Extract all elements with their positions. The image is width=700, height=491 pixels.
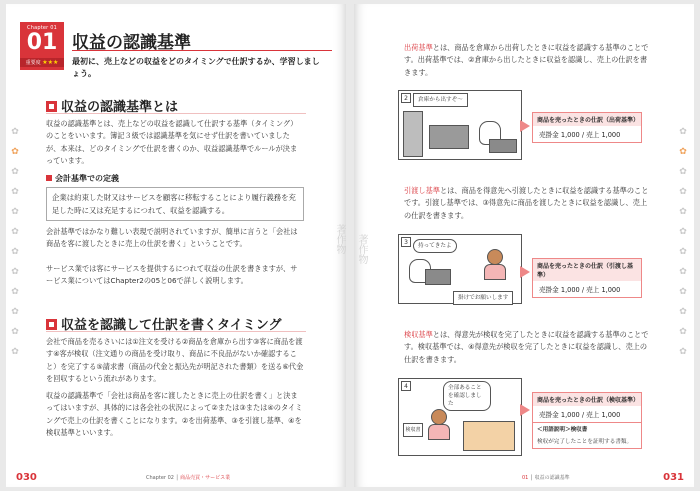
arrow-icon xyxy=(520,266,530,278)
section-divider xyxy=(46,113,306,114)
subheading-text: 会計基準での定義 xyxy=(55,174,119,183)
paragraph-2: 会計基準ではかなり難しい表現で説明されていますが、簡単に言うと「会社は商品を客に渡したときに売上の仕訳を書く」ということです。 xyxy=(46,227,298,249)
paw-icon: ✿ xyxy=(11,227,19,237)
paw-icon: ✿ xyxy=(679,347,687,357)
comic-panel-4 xyxy=(398,378,522,456)
paragraph-1: 収益の認識基準とは、売上などの収益を認識して仕訳する基準（タイミング）のことをいいます。簿記３級では認識基準を気にせず仕訳を書いていましたが、本来は、どのタイミングで仕訳を書くのか、収益認識基準でルールが決まっています。 xyxy=(46,119,298,165)
page-number: 031 xyxy=(663,472,684,483)
customer-head xyxy=(431,409,447,425)
caption-bubble: 掛けでお願いします xyxy=(453,291,513,305)
paw-icon: ✿ xyxy=(11,287,19,297)
page-number: 030 xyxy=(16,472,37,483)
paw-icon: ✿ xyxy=(11,347,19,357)
footer: Chapter 02 │ 商品売買・サービス業 xyxy=(146,475,231,481)
comic-panel-3 xyxy=(398,234,522,304)
warehouse-door-illustration xyxy=(403,111,423,157)
definition-box: 企業は約束した財又はサービスを顧客に移転することにより履行義務を充足した時に又は充足するにつれて、収益を認識する。 xyxy=(46,187,304,221)
footer-number: 01 xyxy=(522,475,529,481)
inspection-document-illustration xyxy=(403,423,423,437)
paw-icon: ✿ xyxy=(11,147,19,157)
shipping-basis-description: とは、商品を倉庫から出荷したときに収益を認識する基準のことです。出荷基準では、②倉庫から出したときに収益を認識し、売上の仕訳を書きます。 xyxy=(404,43,649,77)
paw-icon: ✿ xyxy=(679,167,687,177)
section-heading-text: 収益を認識して仕訳を書くタイミング xyxy=(61,318,282,333)
paw-icon: ✿ xyxy=(11,187,19,197)
journal-box-shipping xyxy=(532,112,642,143)
importance xyxy=(20,58,64,67)
section-divider xyxy=(46,331,306,332)
speech-bubble: 持ってきたよ xyxy=(413,239,457,253)
arrow-icon xyxy=(520,404,530,416)
left-page xyxy=(6,4,346,487)
importance-label: 重要度 xyxy=(25,60,41,66)
glossary-note xyxy=(532,422,642,449)
journal-entry: 売掛金 1,000 / 売上 1,000 xyxy=(539,131,621,139)
inspection-doc-label: 検収書 xyxy=(405,427,421,433)
paw-icon: ✿ xyxy=(11,127,19,137)
term-delivery-basis: 引渡し基準 xyxy=(404,186,440,195)
journal-box-inspection xyxy=(532,392,642,423)
panel-number: 3 xyxy=(401,237,411,247)
chapter-number: 01 xyxy=(26,30,58,55)
paw-print-decoration xyxy=(8,122,22,362)
chapter-badge xyxy=(20,22,64,70)
footer: 01 │ 収益の認識基準 xyxy=(522,475,570,481)
paragraph-4: 会社で商品を売るさいには①注文を受ける②商品を倉庫から出す③客に商品を渡す④客が検収（注文通りの商品を受け取り、商品に不良品がないか確認すること）を完了する⑤請求書（商品の代金と振込先が明記された書類）を送る⑥代金を回収するという流れがあります。 xyxy=(46,337,304,383)
section-marker-icon xyxy=(46,319,57,330)
boxes-illustration xyxy=(429,125,469,149)
paw-icon: ✿ xyxy=(679,307,687,317)
journal-entry: 売掛金 1,000 / 売上 1,000 xyxy=(539,411,621,419)
subheading-definition xyxy=(46,173,119,184)
journal-header: 商品を売ったときの仕訳（検収基準） xyxy=(533,393,641,406)
carried-box-illustration xyxy=(425,269,451,285)
copyright-stamp: 著作物 xyxy=(334,224,345,254)
inspection-basis-description: とは、得意先が検収を完了したときに収益を認識する基準のことです。検収基準では、④得意先が検収を完了したときに収益を認識し、売上の仕訳を書きます。 xyxy=(404,330,649,364)
footer-chapter: Chapter 02 xyxy=(146,475,174,481)
goods-tray-illustration xyxy=(463,421,515,451)
journal-header: 商品を売ったときの仕訳（引渡し基準） xyxy=(533,259,641,281)
journal-entry: 売掛金 1,000 / 売上 1,000 xyxy=(539,286,621,294)
paw-print-decoration xyxy=(676,122,690,362)
bullet-icon xyxy=(46,175,52,181)
paw-icon: ✿ xyxy=(679,187,687,197)
customer-illustration xyxy=(483,249,509,281)
lead-text: 最初に、売上などの収益をどのタイミングで仕訳するか、学習しましょう。 xyxy=(72,57,320,78)
footer-title: 商品売買・サービス業 xyxy=(180,475,231,481)
star-icon: ★★★ xyxy=(42,59,59,66)
paw-icon: ✿ xyxy=(679,207,687,217)
term-shipping-basis: 出荷基準 xyxy=(404,43,433,52)
paw-icon: ✿ xyxy=(679,287,687,297)
paw-icon: ✿ xyxy=(11,267,19,277)
speech-bubble: 倉庫から出すぞ〜 xyxy=(413,93,468,107)
paragraph-5: 収益の認識基準で「会社は商品を客に渡したときに売上の仕訳を書く」と決まってはいますが、具体的には各会社の状況によって②または③または④のタイミングで売上の仕訳を書くことになります。②を出荷基準、③を引渡し基準、④を検収基準といいます。 xyxy=(46,391,303,437)
inspection-basis-text xyxy=(404,329,654,366)
delivery-basis-text xyxy=(404,185,654,222)
glossary-heading: ＜用語説明＞検収書 xyxy=(537,427,588,433)
customer-head xyxy=(487,249,503,265)
arrow-icon xyxy=(520,120,530,132)
page-title: 収益の認識基準 xyxy=(72,33,191,53)
carried-box-illustration xyxy=(489,139,517,153)
journal-box-delivery xyxy=(532,258,642,298)
customer-illustration xyxy=(427,409,453,441)
paw-icon: ✿ xyxy=(679,247,687,257)
paw-icon: ✿ xyxy=(11,207,19,217)
customer-body xyxy=(428,424,450,440)
customer-body xyxy=(484,264,506,280)
paw-icon: ✿ xyxy=(679,327,687,337)
title-divider xyxy=(72,50,332,51)
term-inspection-basis: 検収基準 xyxy=(404,330,433,339)
journal-header: 商品を売ったときの仕訳（出荷基準） xyxy=(533,113,641,126)
speech-bubble: 全部あることを確認しました xyxy=(443,381,491,411)
paw-icon: ✿ xyxy=(11,247,19,257)
paw-icon: ✿ xyxy=(11,327,19,337)
footer-title: 収益の認識基準 xyxy=(534,475,570,481)
panel-number: 4 xyxy=(401,381,411,391)
copyright-stamp: 著作物 xyxy=(356,234,367,264)
section-marker-icon xyxy=(46,101,57,112)
paragraph-3: サービス業では客にサービスを提供するにつれて収益の仕訳を書きますが、サービス業についてはChapter2の05と06で詳しく説明します。 xyxy=(46,264,298,286)
paw-icon: ✿ xyxy=(11,307,19,317)
paw-icon: ✿ xyxy=(679,227,687,237)
paw-icon: ✿ xyxy=(679,147,687,157)
comic-panel-2 xyxy=(398,90,522,160)
glossary-text: 検収が完了したことを証明する書類。 xyxy=(537,439,633,445)
paw-icon: ✿ xyxy=(679,267,687,277)
section-heading-text: 収益の認識基準とは xyxy=(61,100,179,115)
panel-number: 2 xyxy=(401,93,411,103)
chapter-label: Chapter 01 xyxy=(27,25,57,31)
right-page xyxy=(354,4,694,487)
delivery-basis-description: とは、商品を得意先へ引渡したときに収益を認識する基準のことです。引渡し基準では、③得意先に商品を渡したときに収益を認識し、売上の仕訳を書きます。 xyxy=(404,186,649,220)
shipping-basis-text xyxy=(404,42,654,79)
paw-icon: ✿ xyxy=(11,167,19,177)
paw-icon: ✿ xyxy=(679,127,687,137)
